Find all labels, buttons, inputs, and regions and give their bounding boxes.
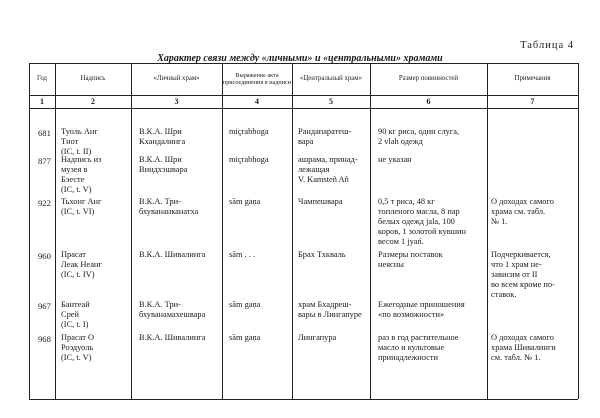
row-central-temple: Лингапура <box>298 333 337 342</box>
colnum-1: 1 <box>40 97 44 106</box>
row-duty-size: раз в год растительное масло и культовые принадлежности <box>378 333 459 362</box>
col-border <box>370 63 371 399</box>
row-personal-temple: В.К.А. Три- бхуванамахешвара <box>139 300 206 319</box>
colnum-6: 6 <box>426 97 431 106</box>
row-year: 681 <box>38 128 51 138</box>
row-act: sām gaṇa <box>229 300 261 309</box>
row-central-temple: ашрама, принад- лежащая V. Kamsteñ Añ <box>298 155 358 184</box>
row-notes: Подчеркивается, что 1 храм не- зависим от II во всем кроме по- ставок. <box>491 250 555 299</box>
row-act: miçrabhoga <box>229 127 269 136</box>
row-act: sām . . . <box>229 250 256 259</box>
row-personal-temple: В.К.А. Три- бхувананканатха <box>139 197 199 216</box>
col-border <box>578 63 579 399</box>
row-inscription: Надпись из музея в Бэесте (IC, t. V) <box>61 155 102 194</box>
col-border <box>222 63 223 399</box>
table-label: Таблица 4 <box>520 40 574 51</box>
row-inscription: Бантеай Срей (IC, t. I) <box>61 300 90 329</box>
row-personal-temple: В.К.А. Шивалинга <box>139 333 206 342</box>
row-central-temple: храм Бхадреш- вары в Лингапуре <box>298 300 362 319</box>
rule-header-bottom <box>29 95 578 96</box>
col-border <box>487 63 488 399</box>
row-duty-size: 0,5 т риса, 48 кг топленого масла, 8 пар белых одежд jala, 100 коров, 1 золотой кувшин весом 1 jyań. <box>378 197 467 246</box>
header-central-temple: «Центральный храм» <box>299 75 363 83</box>
col-border <box>131 63 132 399</box>
row-central-temple: Брах Тхкваль <box>298 250 346 259</box>
row-notes: О доходах самого храма Шивалинги см. табл. № 1. <box>491 333 556 362</box>
header-inscription: Надпись <box>80 75 106 83</box>
row-central-temple: Чампешвара <box>298 197 343 206</box>
row-year: 877 <box>38 156 51 166</box>
row-duty-size: Ежегодные приношения «по возможности» <box>378 300 465 319</box>
header-act: Выражение акта присоединения в надписи <box>222 71 292 86</box>
row-act: sām gaṇa <box>229 333 261 342</box>
colnum-7: 7 <box>530 97 535 106</box>
colnum-2: 2 <box>91 97 95 106</box>
colnum-4: 4 <box>255 97 259 106</box>
row-year: 967 <box>38 301 51 311</box>
row-inscription: Прасат Леак Неанг (IC, t. IV) <box>61 250 102 279</box>
header-year: Год <box>37 75 47 83</box>
row-personal-temple: В.К.А. Шивалинга <box>139 250 206 259</box>
row-personal-temple: В.К.А. Шри Кхандалинга <box>139 127 186 146</box>
rule-numbers-bottom <box>29 108 578 109</box>
row-central-temple: Рандапаратеш- вара <box>298 127 352 146</box>
table-title: Характер связи между «личными» и «центральными» храмами <box>157 53 443 64</box>
row-duty-size: не указан <box>378 155 412 164</box>
row-duty-size: Размеры поставок неясны <box>378 250 443 269</box>
row-notes: О доходах самого храма см. табл. № 1. <box>491 197 554 226</box>
row-year: 960 <box>38 251 51 261</box>
row-year: 922 <box>38 198 51 208</box>
row-act: sām gaṇa <box>229 197 261 206</box>
row-inscription: Туоль Анг Тнот (IC, t. II) <box>61 127 98 156</box>
rule-bottom <box>29 399 578 400</box>
row-personal-temple: В.К.А. Шри Виндхэшвара <box>139 155 188 174</box>
header-notes: Примечания <box>514 75 551 83</box>
row-duty-size: 90 кг риса, один слуга, 2 vlah одежд <box>378 127 460 146</box>
header-personal-temple: «Личный храм» <box>153 75 200 83</box>
row-inscription: Тьхонг Анг (IC, t. VI) <box>61 197 102 216</box>
row-inscription: Прасат О Роэдуоль (IC, t. V) <box>61 333 95 362</box>
row-year: 968 <box>38 334 51 344</box>
col-border <box>292 63 293 399</box>
row-act: miçrabhoga <box>229 155 269 164</box>
colnum-3: 3 <box>174 97 179 106</box>
header-duty-size: Размер повинностей <box>398 75 459 83</box>
col-border <box>29 63 30 399</box>
colnum-5: 5 <box>329 97 333 106</box>
col-border <box>55 63 56 399</box>
